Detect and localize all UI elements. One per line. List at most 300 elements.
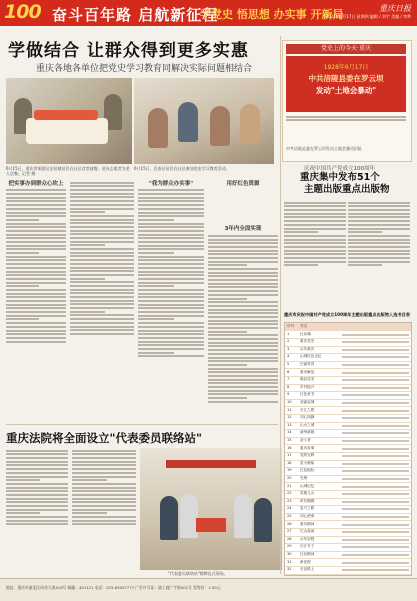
text-line: [70, 230, 134, 232]
text-line: [72, 523, 136, 525]
book-table: [284, 322, 412, 576]
text-line: [6, 516, 68, 518]
court-column-1: [6, 448, 68, 574]
text-line: [72, 483, 136, 485]
text-line: [208, 268, 278, 270]
court-photo-caption: "代表委员联络站"揭牌仪式现场。: [168, 571, 228, 576]
text-line: [208, 390, 278, 392]
article-column-1: [6, 180, 66, 420]
text-line: [208, 235, 278, 237]
text-line: [138, 193, 204, 195]
article-column-4: [208, 180, 278, 440]
article-subtitle: "我为群众办实事": [148, 181, 194, 187]
main-subhead: 重庆各地各单位把党史学习教育同解决实际问题相结合: [36, 64, 253, 74]
table-cell-index: 23: [287, 498, 292, 503]
text-line: [70, 208, 134, 210]
table-cell-publisher: [342, 432, 409, 434]
table-cell-title: 山城红色记忆: [300, 354, 322, 359]
text-line: [72, 450, 136, 452]
article-subtitle: 3年内全面实现: [224, 226, 262, 233]
text-line: [6, 501, 68, 503]
text-line: [72, 468, 136, 470]
text-line: [138, 263, 204, 265]
table-cell-index: 32: [287, 567, 292, 572]
table-cell-publisher: [342, 501, 409, 503]
table-cell-title: 长征路上: [300, 567, 315, 572]
text-line: [70, 204, 134, 206]
table-cell-publisher: [342, 387, 409, 389]
table-cell-title: 山水之城: [300, 422, 315, 427]
text-line: [138, 230, 204, 232]
text-line: [208, 331, 247, 333]
table-cell-title: 重庆精神: [300, 521, 315, 526]
text-line: [70, 329, 134, 331]
text-line: [70, 241, 134, 243]
table-cell-publisher: [342, 455, 409, 457]
history-today-header: 党史上的今天·重庆: [286, 44, 406, 54]
table-cell-title: 初心使命: [300, 514, 315, 518]
text-line: [208, 257, 278, 259]
text-line: [6, 226, 66, 228]
text-line: [6, 311, 66, 313]
table-cell-title: 山城记忆: [300, 483, 315, 488]
text-line: [138, 300, 204, 302]
text-line: [208, 345, 278, 347]
table-cell-publisher: [342, 531, 409, 533]
text-line: [138, 226, 204, 228]
text-line: [6, 263, 66, 265]
text-line: [138, 326, 204, 328]
text-line: [6, 476, 68, 478]
table-cell-publisher: [342, 524, 409, 526]
text-line: [72, 490, 136, 492]
text-line: [138, 241, 204, 243]
text-line: [6, 322, 66, 324]
text-line: [6, 326, 66, 328]
table-cell-index: 30: [287, 552, 292, 556]
text-line: [72, 461, 136, 463]
text-line: [208, 320, 278, 322]
table-cell-title: 渝州新貌: [300, 430, 315, 435]
text-line: [6, 215, 66, 217]
text-line: [70, 193, 134, 195]
text-line: [208, 264, 247, 266]
text-line: [72, 512, 107, 514]
table-cell-title: 党的光辉: [300, 453, 315, 458]
table-cell-index: 12: [287, 415, 292, 420]
text-line: [6, 461, 68, 463]
text-line: [70, 255, 134, 257]
text-line: [70, 196, 134, 198]
text-line: [6, 208, 66, 210]
text-line: [348, 250, 410, 252]
text-line: [72, 464, 136, 466]
text-line: [208, 283, 278, 285]
text-line: [138, 318, 174, 320]
table-cell-publisher: [342, 402, 409, 404]
table-cell-index: 27: [287, 529, 292, 534]
text-line: [208, 323, 278, 325]
text-line: [138, 197, 204, 199]
table-cell-title: 红岩精神: [300, 552, 315, 556]
text-line: [138, 352, 174, 354]
text-line: [6, 512, 40, 514]
text-line: [6, 267, 66, 269]
text-line: [6, 197, 66, 199]
text-line: [208, 349, 278, 351]
table-cell-title: 时代楷模: [300, 498, 315, 503]
table-cell-index: 5: [287, 362, 290, 366]
text-line: [208, 342, 278, 344]
text-line: [286, 116, 406, 118]
section-divider: [6, 424, 278, 425]
text-line: [70, 326, 134, 328]
text-line: [70, 226, 134, 228]
history-text: [286, 114, 406, 138]
text-line: [208, 272, 278, 274]
court-headline: 重庆法院将全面设立"代表委员联络站": [6, 431, 202, 445]
text-line: [70, 185, 134, 187]
table-cell-publisher: [342, 554, 409, 556]
table-cell-title: 巴渝英烈: [300, 362, 315, 366]
table-cell-title: 奋斗者: [300, 438, 311, 442]
table-cell-publisher: [342, 448, 409, 450]
table-cell-title: 初心如磐: [300, 415, 315, 420]
text-line: [348, 216, 410, 218]
column-divider: [280, 36, 281, 574]
text-line: [6, 204, 66, 206]
table-header-cell: 序号: [287, 324, 295, 328]
table-cell-title: 红岩魂: [300, 331, 311, 336]
table-cell-title: 重庆党史: [300, 339, 315, 344]
text-line: [138, 322, 204, 324]
text-line: [138, 237, 204, 239]
text-line: [72, 498, 136, 500]
text-line: [348, 253, 410, 255]
text-line: [284, 246, 346, 248]
text-line: [6, 464, 68, 466]
text-line: [138, 278, 204, 280]
table-cell-index: 20: [287, 476, 292, 480]
page-footer: [0, 578, 417, 601]
table-cell-publisher: [342, 470, 409, 472]
text-line: [284, 253, 346, 255]
text-line: [6, 234, 66, 236]
text-line: [6, 487, 68, 489]
text-line: [6, 252, 39, 254]
text-line: [72, 494, 136, 496]
text-line: [208, 290, 278, 292]
text-line: [70, 211, 105, 213]
text-line: [70, 318, 134, 320]
table-cell-publisher: [342, 478, 409, 480]
text-line: [70, 314, 134, 316]
text-line: [208, 353, 278, 355]
text-line: [138, 289, 204, 291]
history-today-panel: [286, 56, 406, 112]
text-line: [6, 189, 66, 191]
text-line: [348, 228, 410, 230]
text-line: [208, 312, 278, 314]
text-line: [284, 235, 346, 237]
text-line: [138, 333, 204, 335]
text-line: [138, 212, 204, 214]
text-line: [208, 242, 278, 244]
text-line: [208, 309, 278, 311]
community-photo: [134, 78, 274, 164]
text-line: [208, 382, 278, 384]
article-subtitle: 把实事办到群众心坎上: [8, 181, 64, 187]
text-line: [72, 476, 136, 478]
text-line: [70, 259, 134, 261]
text-line: [208, 379, 278, 381]
footer-text: 地址：重庆市渝北区同茂大道416号 邮编：401121 电话：023-63907777 广告许可证：渝工商广字第001号 零售价：1.50元: [6, 585, 221, 590]
table-cell-publisher: [342, 394, 409, 396]
text-line: [208, 279, 278, 281]
court-photo: [140, 448, 282, 570]
text-line: [6, 259, 66, 261]
text-line: [208, 253, 278, 255]
text-line: [138, 304, 204, 306]
table-cell-title: 长江之歌: [300, 407, 315, 412]
table-cell-publisher: [342, 410, 409, 412]
text-line: [348, 224, 410, 226]
table-cell-title: 红色地标: [300, 468, 315, 473]
text-line: [70, 252, 134, 254]
text-line: [72, 509, 136, 511]
text-line: [138, 215, 204, 217]
text-line: [138, 337, 204, 339]
text-line: [6, 505, 68, 507]
text-line: [138, 204, 204, 206]
text-line: [70, 263, 134, 265]
right-headline-line2: 主题出版重点出版物: [304, 184, 390, 195]
text-line: [6, 285, 39, 287]
text-line: [138, 234, 204, 236]
table-cell-index: 4: [287, 354, 290, 359]
text-line: [208, 401, 278, 403]
text-line: [70, 274, 134, 276]
text-line: [6, 300, 66, 302]
text-line: [284, 224, 346, 226]
table-cell-index: 31: [287, 559, 292, 564]
history-title-line1: 中共涪陵县委在罗云坝: [308, 74, 384, 83]
table-cell-title: 星火燎原: [300, 460, 315, 465]
text-line: [6, 337, 66, 339]
text-line: [72, 457, 136, 459]
text-line: [284, 250, 346, 252]
text-line: [208, 357, 278, 359]
table-cell-publisher: [342, 349, 409, 351]
text-line: [6, 341, 66, 343]
text-line: [70, 311, 105, 313]
text-line: [70, 296, 134, 298]
text-line: [138, 344, 204, 346]
text-line: [70, 270, 134, 272]
table-cell-publisher: [342, 508, 409, 510]
text-line: [70, 333, 134, 335]
table-cell-index: 22: [287, 491, 292, 496]
table-cell-title: 复兴之路: [300, 506, 315, 511]
text-line: [6, 498, 68, 500]
text-line: [70, 182, 134, 184]
table-cell-publisher: [342, 341, 409, 343]
text-line: [138, 208, 204, 210]
text-line: [284, 239, 346, 241]
table-cell-index: 17: [287, 453, 292, 458]
text-line: [138, 219, 174, 221]
text-line: [70, 300, 134, 302]
text-line: [348, 261, 410, 263]
text-line: [208, 375, 278, 377]
table-cell-publisher: [342, 425, 409, 427]
text-line: [70, 322, 134, 324]
text-line: [208, 397, 247, 399]
text-line: [208, 338, 278, 340]
text-line: [70, 215, 134, 217]
table-cell-index: 3: [287, 346, 290, 351]
table-cell-index: 15: [287, 438, 292, 442]
table-cell-title: 川江号子: [300, 544, 315, 549]
text-line: [6, 230, 66, 232]
text-line: [6, 282, 66, 284]
text-line: [208, 327, 278, 329]
text-line: [6, 256, 66, 258]
article-subtitle: 用好红色资源: [226, 181, 260, 187]
text-line: [348, 213, 410, 215]
text-line: [70, 292, 134, 294]
text-line: [284, 257, 346, 259]
history-title-line2: 发动"土地会暴动": [315, 86, 377, 95]
text-line: [72, 453, 136, 455]
table-cell-index: 8: [287, 384, 290, 389]
text-line: [286, 119, 406, 121]
table-cell-index: 29: [287, 544, 292, 549]
table-cell-publisher: [342, 493, 409, 495]
text-line: [70, 267, 134, 269]
text-line: [138, 330, 204, 332]
text-line: [6, 315, 66, 317]
text-line: [70, 303, 134, 305]
table-cell-index: 25: [287, 514, 292, 518]
table-cell-publisher: [342, 539, 409, 541]
table-cell-publisher: [342, 440, 409, 442]
history-date: 1928年6月17日: [323, 64, 369, 71]
text-line: [6, 193, 66, 195]
text-line: [284, 220, 346, 222]
text-line: [348, 239, 410, 241]
right-headline: [300, 172, 390, 196]
table-cell-index: 7: [287, 377, 290, 382]
table-cell-publisher: [342, 463, 409, 465]
main-headline: 学做结合 让群众得到更多实惠: [8, 41, 249, 61]
table-cell-index: 6: [287, 369, 290, 374]
text-line: [6, 296, 66, 298]
text-line: [348, 231, 382, 233]
canteen-photo: [6, 78, 132, 164]
text-line: [138, 293, 204, 295]
table-cell-title: 乡村振兴: [300, 384, 315, 389]
history-caption: 中共涪陵县委在罗云坝发动土地会暴动旧址: [286, 146, 362, 151]
text-line: [6, 223, 66, 225]
text-line: [208, 294, 278, 296]
text-line: [138, 348, 204, 350]
text-line: [284, 261, 346, 263]
paper-name: 重庆日报: [379, 4, 411, 13]
text-line: [348, 257, 410, 259]
text-line: [348, 205, 410, 207]
banner-slogan: 奋斗百年路 启航新征程: [52, 6, 219, 24]
text-line: [6, 304, 66, 306]
table-cell-index: 10: [287, 400, 292, 404]
text-line: [208, 360, 278, 362]
text-line: [70, 281, 134, 283]
text-line: [208, 368, 278, 370]
text-line: [6, 248, 66, 250]
text-line: [138, 271, 204, 273]
text-line: [72, 501, 136, 503]
table-row: [285, 566, 411, 574]
text-line: [6, 219, 39, 221]
table-cell-publisher: [342, 562, 409, 564]
table-cell-title: 成渝双城: [300, 400, 315, 404]
text-line: [208, 386, 278, 388]
table-cell-index: 2: [287, 339, 290, 344]
text-line: [138, 245, 204, 247]
table-cell-index: 19: [287, 468, 292, 473]
table-cell-publisher: [342, 569, 409, 571]
text-line: [6, 245, 66, 247]
table-cell-publisher: [342, 364, 409, 366]
text-line: [72, 479, 107, 481]
text-line: [70, 285, 134, 287]
text-line: [70, 233, 134, 235]
text-line: [348, 220, 410, 222]
photo1-caption: 6月15日，重庆市铜梁区安居镇居民在社区食堂就餐，党员志愿者为老人送餐。记者 摄: [6, 166, 130, 176]
text-line: [6, 453, 68, 455]
text-line: [348, 235, 410, 237]
text-line: [138, 355, 204, 357]
text-line: [138, 315, 204, 317]
text-line: [70, 200, 134, 202]
text-line: [72, 516, 136, 518]
text-line: [70, 219, 134, 221]
text-line: [208, 298, 247, 300]
table-cell-index: 28: [287, 536, 292, 541]
text-line: [70, 244, 105, 246]
table-cell-index: 13: [287, 422, 292, 427]
text-line: [70, 307, 134, 309]
table-cell-publisher: [342, 379, 409, 381]
text-line: [6, 479, 40, 481]
article-column-3: [138, 180, 204, 440]
text-line: [6, 333, 66, 335]
text-line: [72, 520, 136, 522]
text-line: [6, 307, 66, 309]
text-line: [208, 275, 278, 277]
table-cell-index: 1: [287, 331, 290, 336]
text-line: [6, 472, 68, 474]
text-line: [138, 223, 204, 225]
text-line: [6, 494, 68, 496]
table-cell-publisher: [342, 546, 409, 548]
text-line: [6, 509, 68, 511]
text-line: [284, 216, 346, 218]
text-line: [208, 393, 278, 395]
issue-line: 2021年6月17日 星期四 编辑 / 刘宇 美编 / 李梦: [325, 14, 411, 19]
text-line: [6, 293, 66, 295]
text-line: [208, 334, 278, 336]
